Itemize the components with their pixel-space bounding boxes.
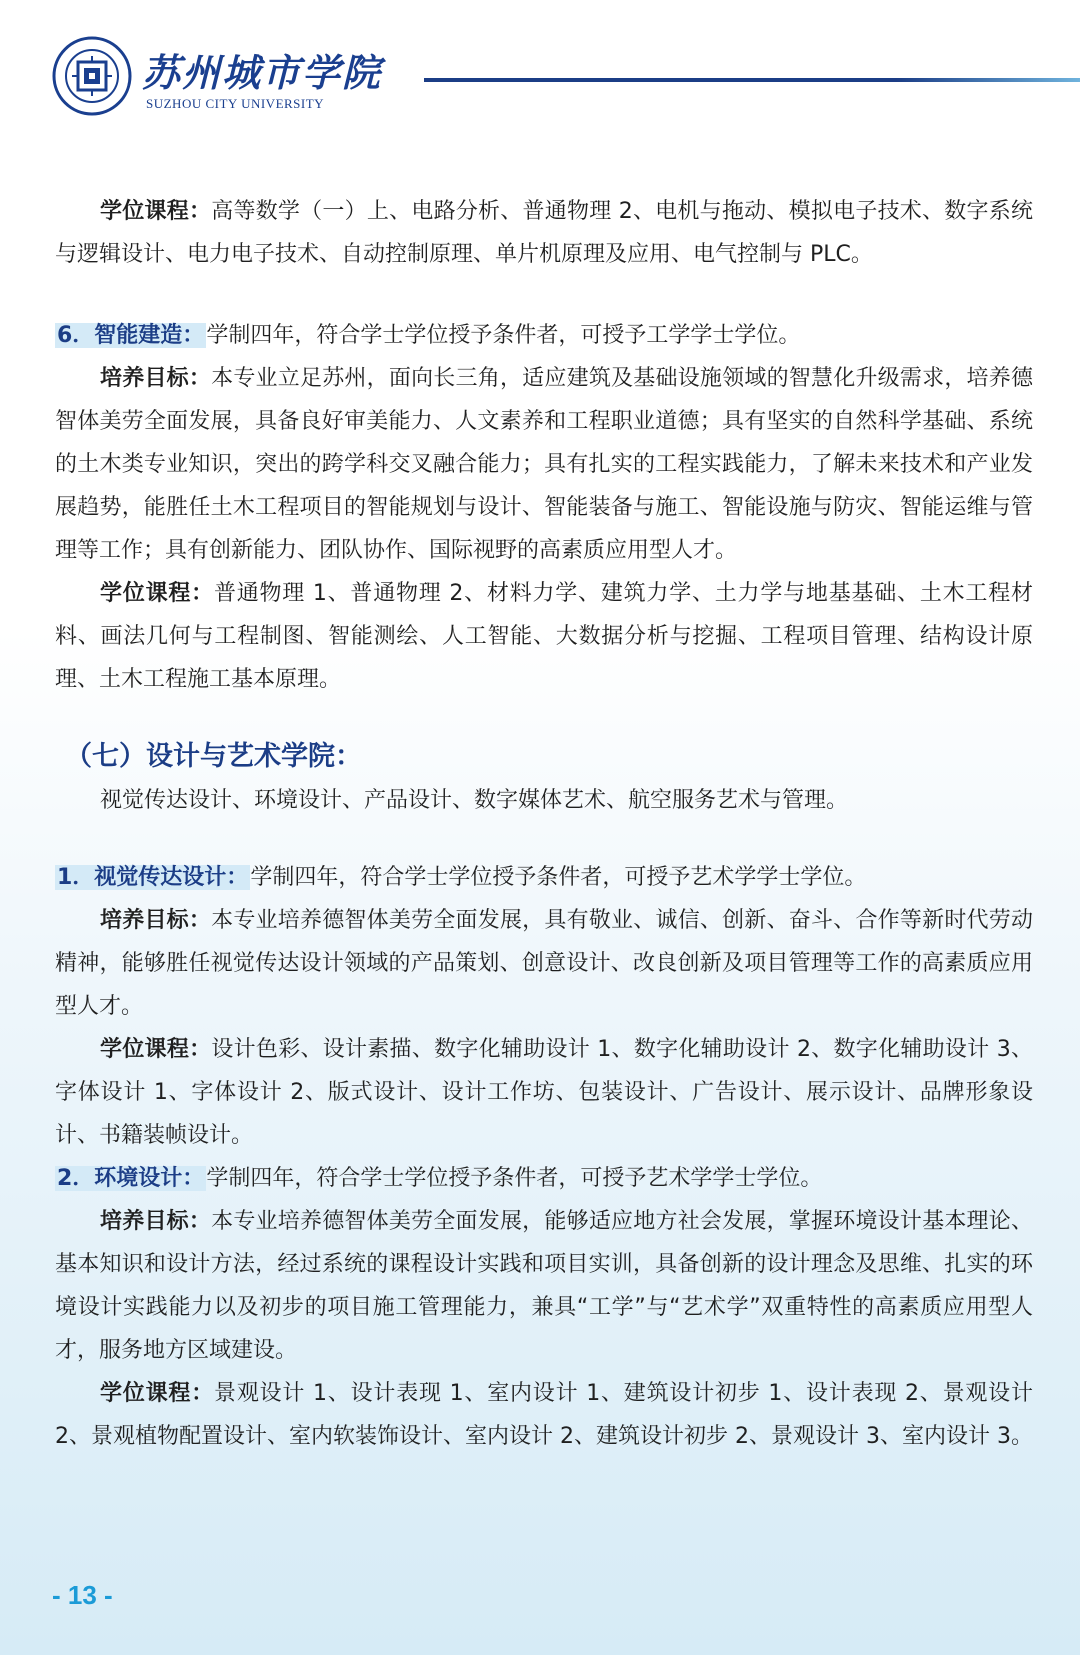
- major-vc-goal: [55, 899, 1033, 1028]
- course-label: 学位课程：: [100, 199, 212, 224]
- course-label: 学位课程：: [100, 1381, 215, 1406]
- block1-courses: [55, 190, 1033, 276]
- course-text: 普通物理 1、普通物理 2、材料力学、建筑力学、土力学与地基基础、土木工程材料、画法几何与工程制图、智能测绘、人工智能、大数据分析与挖掘、工程项目管理、结构设计原理、土木工程施工基本原理。: [55, 581, 1033, 692]
- page-number: - 13 -: [52, 1580, 113, 1610]
- course-label: 学位课程：: [100, 581, 214, 606]
- major-summary: 学制四年，符合学士学位授予条件者，可授予工学学士学位。: [206, 323, 801, 348]
- goal-label: 培养目标：: [100, 366, 212, 391]
- major-title: 6．智能建造：: [57, 323, 205, 348]
- major6-courses: [55, 572, 1033, 701]
- major-title: 2．环境设计：: [57, 1166, 205, 1191]
- major6-heading: [55, 314, 1033, 357]
- page-header: [52, 36, 1080, 116]
- course-text: 高等数学（一）上、电路分析、普通物理 2、电机与拖动、模拟电子技术、数字系统与逻辑设计、电力电子技术、自动控制原理、单片机原理及应用、电气控制与 PLC。: [55, 199, 1033, 267]
- college7-heading: （七）设计与艺术学院：: [65, 741, 362, 772]
- major-env-heading: [55, 1157, 1033, 1200]
- course-text: 景观设计 1、设计表现 1、室内设计 1、建筑设计初步 1、设计表现 2、景观设计 2、景观植物配置设计、室内软装饰设计、室内设计 2、建筑设计初步 2、景观设计 3、室内设计 3。: [55, 1381, 1033, 1449]
- major-vc-courses: [55, 1028, 1033, 1157]
- goal-text: 本专业培养德智体美劳全面发展，具有敬业、诚信、创新、奋斗、合作等新时代劳动精神，能够胜任视觉传达设计领域的产品策划、创意设计、改良创新及项目管理等工作的高素质应用型人才。: [55, 908, 1033, 1019]
- major6-goal: [55, 357, 1033, 572]
- goal-label: 培养目标：: [100, 1209, 212, 1234]
- major-vc-heading: [55, 856, 1033, 899]
- major-summary: 学制四年，符合学士学位授予条件者，可授予艺术学学士学位。: [250, 865, 867, 890]
- university-name-en: SUZHOU CITY UNIVERSITY: [146, 96, 325, 111]
- major-env-goal: [55, 1200, 1033, 1372]
- page-content: [55, 190, 1033, 1458]
- course-text: 设计色彩、设计素描、数字化辅助设计 1、数字化辅助设计 2、数字化辅助设计 3、字体设计 1、字体设计 2、版式设计、设计工作坊、包装设计、广告设计、展示设计、品牌形象设计、书籍装帧设计。: [55, 1037, 1033, 1148]
- goal-label: 培养目标：: [100, 908, 212, 933]
- college7-majors: 视觉传达设计、环境设计、产品设计、数字媒体艺术、航空服务艺术与管理。: [100, 788, 849, 813]
- course-label: 学位课程：: [100, 1037, 212, 1062]
- major-title: 1．视觉传达设计：: [57, 865, 249, 890]
- major-summary: 学制四年，符合学士学位授予条件者，可授予艺术学学士学位。: [206, 1166, 823, 1191]
- major-env-courses: [55, 1372, 1033, 1458]
- university-name-cn: 苏州城市学院: [142, 50, 383, 95]
- header-divider: [424, 78, 1080, 82]
- university-seal-logo: [52, 36, 132, 116]
- goal-text: 本专业立足苏州，面向长三角，适应建筑及基础设施领域的智慧化升级需求，培养德智体美劳全面发展，具备良好审美能力、人文素养和工程职业道德；具有坚实的自然科学基础、系统的土木类专业知识，突出的跨学科交叉融合能力；具有扎实的工程实践能力，了解未来技术和产业发展趋势，能胜任土木工程项目的智能规划与设计、智能装备与施工、智能设施与防灾、智能运维与管理等工作；具有创新能力、团队协作、国际视野的高素质应用型人才。: [55, 366, 1033, 563]
- goal-text: 本专业培养德智体美劳全面发展，能够适应地方社会发展，掌握环境设计基本理论、基本知识和设计方法，经过系统的课程设计实践和项目实训，具备创新的设计理念及思维、扎实的环境设计实践能力以及初步的项目施工管理能力，兼具“工学”与“艺术学”双重特性的高素质应用型人才，服务地方区域建设。: [55, 1209, 1033, 1363]
